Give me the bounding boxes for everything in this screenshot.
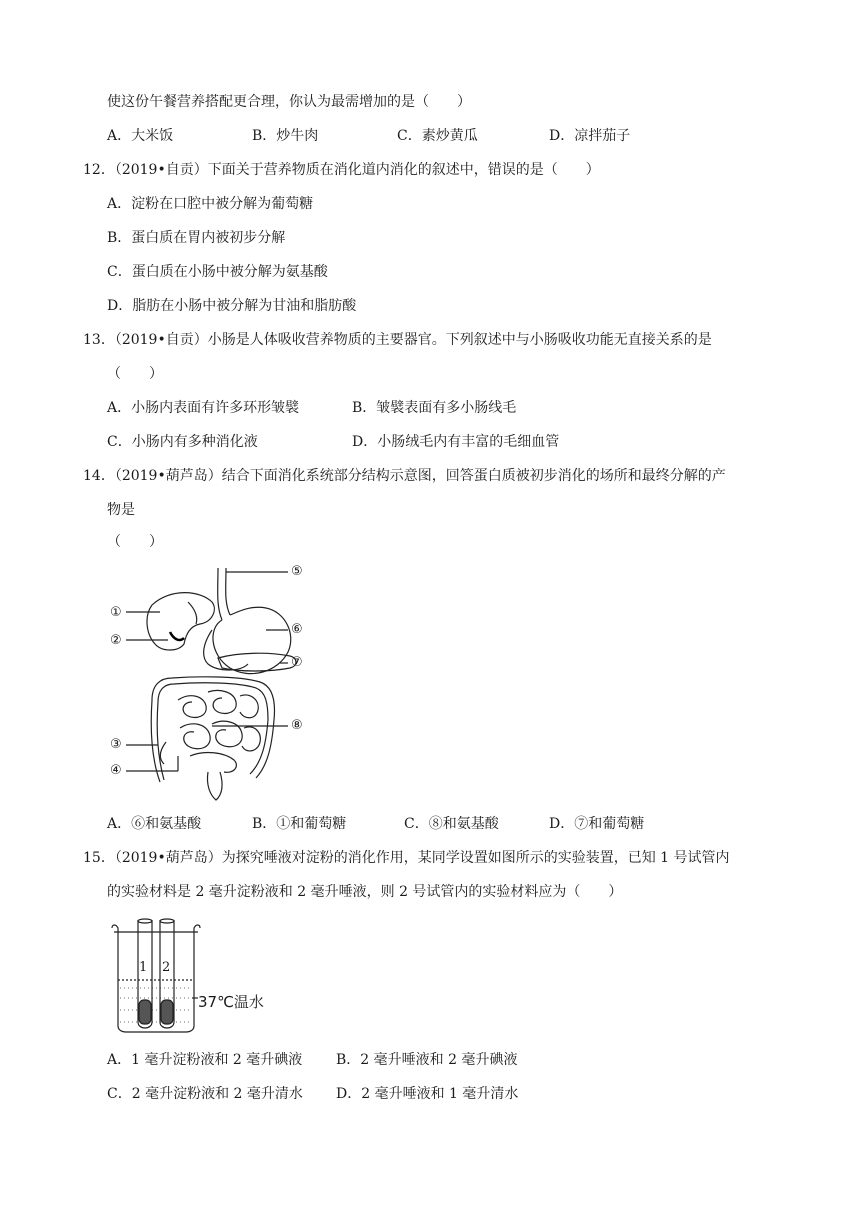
warm-water-label: 37℃温水 [198, 993, 264, 1011]
q11-option-b[interactable]: B．炒牛肉 [252, 128, 319, 144]
q11-option-d[interactable]: D．凉拌茄子 [549, 128, 631, 144]
diagram-label-5: ⑤ [291, 564, 303, 579]
diagram-label-1: ① [110, 605, 122, 620]
diagram-label-8: ⑧ [291, 718, 303, 733]
q13-option-a[interactable]: A．小肠内表面有许多环形皱襞 [107, 400, 300, 416]
diagram-label-4: ④ [110, 763, 122, 778]
diagram-label-7: ⑦ [291, 655, 303, 670]
q12-option-c[interactable]: C．蛋白质在小肠中被分解为氨基酸 [107, 264, 328, 280]
q12-stem: 12．（2019•自贡）下面关于营养物质在消化道内消化的叙述中，错误的是（ ） [83, 162, 600, 178]
q14-option-b[interactable]: B．①和葡萄糖 [252, 816, 347, 832]
tube-2-label: 2 [162, 960, 171, 975]
q13-option-c[interactable]: C．小肠内有多种消化液 [107, 434, 258, 450]
q15-stem-line1: 15．（2019•葫芦岛）为探究唾液对淀粉的消化作用，某同学设置如图所示的实验装置，已知 1 号试管内 [83, 850, 730, 866]
q14-stem-line1: 14．（2019•葫芦岛）结合下面消化系统部分结构示意图，回答蛋白质被初步消化的场所和最终分解的产 [83, 468, 726, 484]
q14-option-d[interactable]: D．⑦和葡萄糖 [549, 816, 645, 832]
q15-option-d[interactable]: D．2 毫升唾液和 1 毫升清水 [336, 1086, 519, 1102]
tube-1-label: 1 [139, 960, 148, 975]
diagram-label-2: ② [110, 633, 122, 648]
q15-option-b[interactable]: B．2 毫升唾液和 2 毫升碘液 [336, 1052, 518, 1068]
diagram-label-3: ③ [110, 737, 122, 752]
diagram-label-6: ⑥ [291, 622, 303, 637]
q15-stem-line2: 的实验材料是 2 毫升淀粉液和 2 毫升唾液，则 2 号试管内的实验材料应为（ ） [107, 884, 623, 900]
q13-stem-line1: 13．（2019•自贡）小肠是人体吸收营养物质的主要器官。下列叙述中与小肠吸收功能无直接关系的是 [83, 332, 712, 348]
q14-stem-line3: （ ） [107, 534, 163, 550]
q14-option-c[interactable]: C．⑧和氨基酸 [404, 816, 499, 832]
q12-option-a[interactable]: A．淀粉在口腔中被分解为葡萄糖 [107, 196, 314, 212]
q11-stem: 使这份午餐营养搭配更合理，你认为最需增加的是（ ） [107, 94, 471, 110]
digestive-system-diagram [100, 560, 330, 805]
test-tube-beaker-diagram [108, 918, 268, 1036]
q15-option-a[interactable]: A．1 毫升淀粉液和 2 毫升碘液 [107, 1052, 303, 1068]
q12-option-d[interactable]: D．脂肪在小肠中被分解为甘油和脂肪酸 [107, 298, 357, 314]
q13-option-b[interactable]: B．皱襞表面有多小肠线毛 [352, 400, 517, 416]
q13-option-d[interactable]: D．小肠绒毛内有丰富的毛细血管 [352, 434, 560, 450]
q13-stem-line2: （ ） [107, 366, 163, 382]
q12-option-b[interactable]: B．蛋白质在胃内被初步分解 [107, 230, 286, 246]
q11-option-c[interactable]: C．素炒黄瓜 [397, 128, 478, 144]
q15-option-c[interactable]: C．2 毫升淀粉液和 2 毫升清水 [107, 1086, 303, 1102]
q11-option-a[interactable]: A．大米饭 [107, 128, 174, 144]
q14-stem-line2: 物是 [107, 502, 135, 518]
q14-option-a[interactable]: A．⑥和氨基酸 [107, 816, 202, 832]
